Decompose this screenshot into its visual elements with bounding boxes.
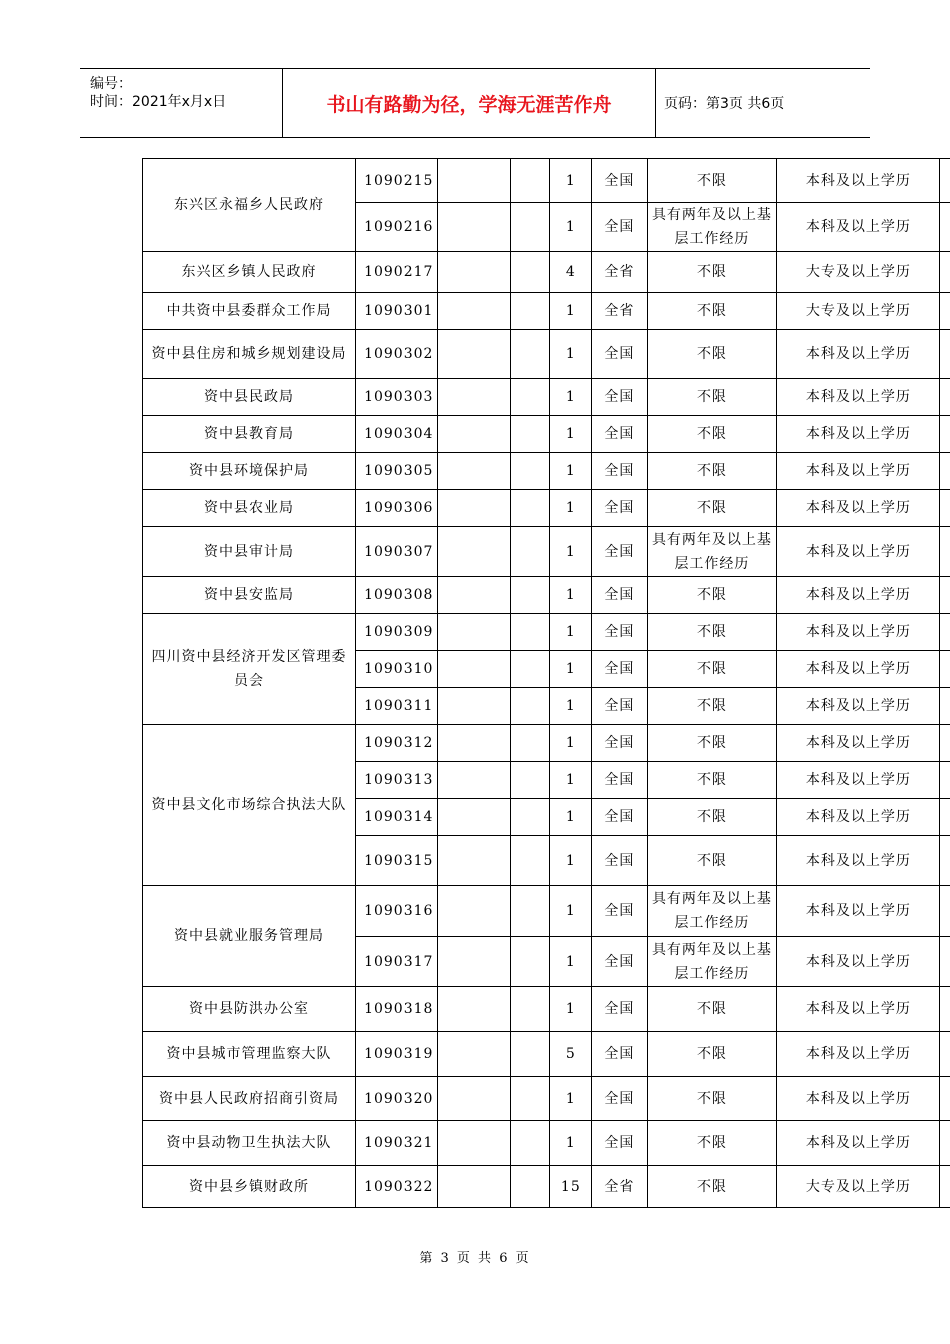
education-cell: 本科及以上学历: [777, 614, 940, 651]
edge-cell: [940, 577, 950, 614]
count-cell: 1: [550, 937, 592, 987]
blank-cell: [511, 159, 550, 203]
experience-cell: 不限: [647, 1032, 777, 1077]
blank-cell: [511, 937, 550, 987]
recruitment-table: [142, 158, 950, 1208]
education-cell: 本科及以上学历: [777, 1121, 940, 1166]
count-cell: 1: [550, 987, 592, 1032]
experience-cell: 具有两年及以上基层工作经历: [647, 527, 777, 577]
experience-cell: 不限: [647, 725, 777, 762]
edge-cell: [940, 293, 950, 330]
table-row: [143, 725, 950, 762]
blank-cell: [511, 614, 550, 651]
experience-cell: 不限: [647, 688, 777, 725]
experience-cell: 不限: [647, 252, 777, 293]
blank-cell: [511, 836, 550, 886]
experience-cell: 不限: [647, 453, 777, 490]
blank-cell: [438, 725, 511, 762]
table-row: [143, 987, 950, 1032]
education-cell: 本科及以上学历: [777, 762, 940, 799]
code-cell: 1090305: [356, 453, 438, 490]
count-cell: 1: [550, 886, 592, 937]
education-cell: 本科及以上学历: [777, 886, 940, 937]
blank-cell: [438, 937, 511, 987]
table-row: [143, 577, 950, 614]
education-cell: 本科及以上学历: [777, 1032, 940, 1077]
code-cell: 1090306: [356, 490, 438, 527]
code-cell: 1090321: [356, 1121, 438, 1166]
edge-cell: [940, 614, 950, 651]
blank-cell: [511, 379, 550, 416]
blank-cell: [438, 577, 511, 614]
code-cell: 1090310: [356, 651, 438, 688]
education-cell: 本科及以上学历: [777, 416, 940, 453]
dept-cell: 资中县环境保护局: [143, 453, 356, 490]
count-cell: 1: [550, 159, 592, 203]
blank-cell: [438, 379, 511, 416]
blank-cell: [438, 1121, 511, 1166]
dept-cell: 资中县文化市场综合执法大队: [143, 725, 356, 886]
dept-cell: 资中县就业服务管理局: [143, 886, 356, 987]
blank-cell: [511, 886, 550, 937]
code-cell: 1090316: [356, 886, 438, 937]
dept-cell: 资中县乡镇财政所: [143, 1166, 356, 1208]
education-cell: 本科及以上学历: [777, 527, 940, 577]
education-cell: 大专及以上学历: [777, 293, 940, 330]
blank-cell: [511, 330, 550, 379]
scope-cell: 全国: [592, 330, 647, 379]
count-cell: 1: [550, 330, 592, 379]
scope-cell: 全国: [592, 886, 647, 937]
dept-cell: 资中县防洪办公室: [143, 987, 356, 1032]
edge-cell: [940, 1077, 950, 1121]
blank-cell: [438, 762, 511, 799]
experience-cell: 不限: [647, 651, 777, 688]
dept-cell: 东兴区永福乡人民政府: [143, 159, 356, 252]
experience-cell: 不限: [647, 1166, 777, 1208]
blank-cell: [511, 577, 550, 614]
blank-cell: [438, 490, 511, 527]
blank-cell: [438, 252, 511, 293]
count-cell: 1: [550, 725, 592, 762]
edge-cell: [940, 379, 950, 416]
count-cell: 1: [550, 762, 592, 799]
education-cell: 本科及以上学历: [777, 688, 940, 725]
table-row: [143, 490, 950, 527]
code-cell: 1090216: [356, 203, 438, 252]
count-cell: 1: [550, 1121, 592, 1166]
blank-cell: [438, 651, 511, 688]
code-cell: 1090319: [356, 1032, 438, 1077]
experience-cell: 不限: [647, 293, 777, 330]
code-cell: 1090320: [356, 1077, 438, 1121]
education-cell: 本科及以上学历: [777, 453, 940, 490]
count-cell: 15: [550, 1166, 592, 1208]
experience-cell: 不限: [647, 490, 777, 527]
table-row: [143, 1121, 950, 1166]
edge-cell: [940, 937, 950, 987]
experience-cell: 不限: [647, 330, 777, 379]
dept-cell: 东兴区乡镇人民政府: [143, 252, 356, 293]
code-cell: 1090307: [356, 527, 438, 577]
scope-cell: 全省: [592, 293, 647, 330]
edge-cell: [940, 762, 950, 799]
scope-cell: 全国: [592, 651, 647, 688]
table-row: [143, 416, 950, 453]
education-cell: 大专及以上学历: [777, 1166, 940, 1208]
experience-cell: 不限: [647, 159, 777, 203]
experience-cell: 不限: [647, 577, 777, 614]
scope-cell: 全国: [592, 1121, 647, 1166]
edge-cell: [940, 159, 950, 203]
table-row: [143, 453, 950, 490]
code-cell: 1090311: [356, 688, 438, 725]
dept-cell: 中共资中县委群众工作局: [143, 293, 356, 330]
scope-cell: 全国: [592, 688, 647, 725]
scope-cell: 全国: [592, 725, 647, 762]
table-row: [143, 1032, 950, 1077]
blank-cell: [438, 614, 511, 651]
table-row: [143, 159, 950, 203]
blank-cell: [438, 453, 511, 490]
edge-cell: [940, 1166, 950, 1208]
code-cell: 1090312: [356, 725, 438, 762]
code-cell: 1090315: [356, 836, 438, 886]
scope-cell: 全国: [592, 527, 647, 577]
table-row: [143, 330, 950, 379]
experience-cell: 具有两年及以上基层工作经历: [647, 937, 777, 987]
edge-cell: [940, 1121, 950, 1166]
dept-cell: 资中县动物卫生执法大队: [143, 1121, 356, 1166]
count-cell: 1: [550, 203, 592, 252]
experience-cell: 具有两年及以上基层工作经历: [647, 203, 777, 252]
count-cell: 1: [550, 453, 592, 490]
header-motto: 书山有路勤为径，学海无涯苦作舟: [283, 69, 656, 137]
scope-cell: 全国: [592, 203, 647, 252]
table-row: [143, 614, 950, 651]
table-row: [143, 527, 950, 577]
scope-cell: 全国: [592, 762, 647, 799]
education-cell: 本科及以上学历: [777, 1077, 940, 1121]
blank-cell: [438, 886, 511, 937]
code-cell: 1090308: [356, 577, 438, 614]
count-cell: 1: [550, 614, 592, 651]
scope-cell: 全省: [592, 252, 647, 293]
edge-cell: [940, 527, 950, 577]
blank-cell: [511, 1032, 550, 1077]
edge-cell: [940, 453, 950, 490]
page-header: [80, 68, 870, 138]
blank-cell: [511, 1121, 550, 1166]
experience-cell: 不限: [647, 416, 777, 453]
dept-cell: 资中县住房和城乡规划建设局: [143, 330, 356, 379]
dept-cell: 资中县人民政府招商引资局: [143, 1077, 356, 1121]
blank-cell: [511, 799, 550, 836]
edge-cell: [940, 799, 950, 836]
scope-cell: 全国: [592, 1032, 647, 1077]
education-cell: 本科及以上学历: [777, 490, 940, 527]
count-cell: 1: [550, 651, 592, 688]
table-row: [143, 886, 950, 937]
education-cell: 本科及以上学历: [777, 836, 940, 886]
edge-cell: [940, 330, 950, 379]
code-cell: 1090301: [356, 293, 438, 330]
edge-cell: [940, 490, 950, 527]
count-cell: 1: [550, 688, 592, 725]
scope-cell: 全国: [592, 799, 647, 836]
edge-cell: [940, 688, 950, 725]
scope-cell: 全国: [592, 577, 647, 614]
code-cell: 1090302: [356, 330, 438, 379]
code-cell: 1090314: [356, 799, 438, 836]
scope-cell: 全省: [592, 1166, 647, 1208]
blank-cell: [438, 293, 511, 330]
scope-cell: 全国: [592, 159, 647, 203]
edge-cell: [940, 203, 950, 252]
code-cell: 1090309: [356, 614, 438, 651]
blank-cell: [438, 203, 511, 252]
scope-cell: 全国: [592, 490, 647, 527]
blank-cell: [511, 651, 550, 688]
count-cell: 5: [550, 1032, 592, 1077]
blank-cell: [438, 1032, 511, 1077]
blank-cell: [438, 159, 511, 203]
blank-cell: [511, 987, 550, 1032]
table-row: [143, 293, 950, 330]
blank-cell: [511, 252, 550, 293]
dept-cell: 资中县农业局: [143, 490, 356, 527]
education-cell: 本科及以上学历: [777, 725, 940, 762]
dept-cell: 资中县教育局: [143, 416, 356, 453]
code-cell: 1090215: [356, 159, 438, 203]
table-row: [143, 1077, 950, 1121]
education-cell: 本科及以上学历: [777, 651, 940, 688]
scope-cell: 全国: [592, 937, 647, 987]
number-label: 编号：: [90, 76, 132, 92]
edge-cell: [940, 886, 950, 937]
experience-cell: 不限: [647, 379, 777, 416]
edge-cell: [940, 987, 950, 1032]
blank-cell: [511, 688, 550, 725]
scope-cell: 全国: [592, 379, 647, 416]
experience-cell: 不限: [647, 799, 777, 836]
code-cell: 1090303: [356, 379, 438, 416]
dept-cell: 四川资中县经济开发区管理委员会: [143, 614, 356, 725]
count-cell: 1: [550, 577, 592, 614]
blank-cell: [511, 527, 550, 577]
scope-cell: 全国: [592, 987, 647, 1032]
edge-cell: [940, 725, 950, 762]
education-cell: 本科及以上学历: [777, 159, 940, 203]
table-row: [143, 379, 950, 416]
table-row: [143, 1166, 950, 1208]
blank-cell: [438, 1077, 511, 1121]
education-cell: 本科及以上学历: [777, 203, 940, 252]
header-page-label: 页码：第3页 共6页: [664, 96, 785, 112]
table-body: [143, 159, 950, 1208]
scope-cell: 全国: [592, 836, 647, 886]
experience-cell: 不限: [647, 1077, 777, 1121]
experience-cell: 具有两年及以上基层工作经历: [647, 886, 777, 937]
education-cell: 本科及以上学历: [777, 987, 940, 1032]
edge-cell: [940, 252, 950, 293]
blank-cell: [511, 1077, 550, 1121]
scope-cell: 全国: [592, 416, 647, 453]
scope-cell: 全国: [592, 453, 647, 490]
count-cell: 4: [550, 252, 592, 293]
education-cell: 本科及以上学历: [777, 379, 940, 416]
count-cell: 1: [550, 379, 592, 416]
blank-cell: [438, 330, 511, 379]
count-cell: 1: [550, 416, 592, 453]
code-cell: 1090304: [356, 416, 438, 453]
count-cell: 1: [550, 293, 592, 330]
scope-cell: 全国: [592, 614, 647, 651]
blank-cell: [438, 688, 511, 725]
blank-cell: [438, 987, 511, 1032]
scope-cell: 全国: [592, 1077, 647, 1121]
experience-cell: 不限: [647, 1121, 777, 1166]
code-cell: 1090322: [356, 1166, 438, 1208]
blank-cell: [511, 416, 550, 453]
count-cell: 1: [550, 1077, 592, 1121]
blank-cell: [511, 1166, 550, 1208]
dept-cell: 资中县城市管理监察大队: [143, 1032, 356, 1077]
code-cell: 1090313: [356, 762, 438, 799]
code-cell: 1090217: [356, 252, 438, 293]
blank-cell: [438, 836, 511, 886]
blank-cell: [511, 725, 550, 762]
dept-cell: 资中县安监局: [143, 577, 356, 614]
count-cell: 1: [550, 527, 592, 577]
education-cell: 本科及以上学历: [777, 577, 940, 614]
edge-cell: [940, 651, 950, 688]
experience-cell: 不限: [647, 614, 777, 651]
experience-cell: 不限: [647, 762, 777, 799]
blank-cell: [438, 416, 511, 453]
dept-cell: 资中县民政局: [143, 379, 356, 416]
blank-cell: [511, 293, 550, 330]
education-cell: 本科及以上学历: [777, 799, 940, 836]
page-footer: 第 3 页 共 6 页: [419, 1251, 531, 1266]
blank-cell: [438, 799, 511, 836]
blank-cell: [438, 527, 511, 577]
blank-cell: [511, 453, 550, 490]
code-cell: 1090318: [356, 987, 438, 1032]
date-label: 时间：2021年x月x日: [90, 94, 227, 110]
header-meta: [80, 69, 283, 137]
table-row: [143, 252, 950, 293]
education-cell: 大专及以上学历: [777, 252, 940, 293]
edge-cell: [940, 416, 950, 453]
blank-cell: [511, 203, 550, 252]
blank-cell: [438, 1166, 511, 1208]
education-cell: 本科及以上学历: [777, 937, 940, 987]
experience-cell: 不限: [647, 836, 777, 886]
blank-cell: [511, 490, 550, 527]
edge-cell: [940, 1032, 950, 1077]
count-cell: 1: [550, 490, 592, 527]
blank-cell: [511, 762, 550, 799]
experience-cell: 不限: [647, 987, 777, 1032]
education-cell: 本科及以上学历: [777, 330, 940, 379]
code-cell: 1090317: [356, 937, 438, 987]
edge-cell: [940, 836, 950, 886]
dept-cell: 资中县审计局: [143, 527, 356, 577]
count-cell: 1: [550, 799, 592, 836]
count-cell: 1: [550, 836, 592, 886]
